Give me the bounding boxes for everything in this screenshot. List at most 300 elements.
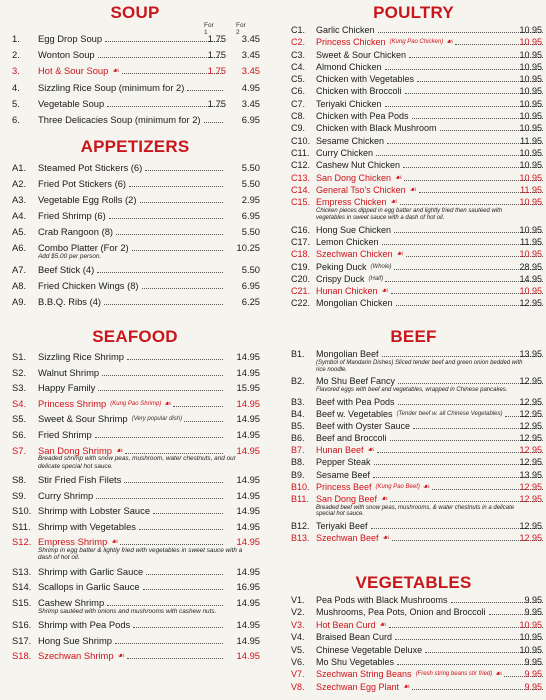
menu-item bbox=[281, 285, 546, 297]
item-name-text: Szechwan String Beans bbox=[316, 669, 412, 680]
item-number: A2. bbox=[12, 178, 27, 189]
chili-pepper-icon: ☙ bbox=[403, 681, 411, 691]
menu-item bbox=[0, 503, 270, 519]
item-name-text: Shrimp with Vegetables bbox=[38, 520, 136, 532]
item-name-text: Princess Chicken bbox=[316, 37, 386, 48]
item-price: 9.95 bbox=[524, 595, 542, 605]
menu-item bbox=[281, 236, 546, 248]
chili-pepper-icon: ☙ bbox=[395, 172, 403, 182]
item-name-text: Hunan Chicken bbox=[316, 286, 378, 297]
item-description: Shrimp sautéed with onions and mushrooms with cashew nuts. bbox=[38, 607, 217, 615]
item-name-text: Curry Shrimp bbox=[38, 489, 94, 501]
item-price: 12.95 bbox=[519, 421, 542, 432]
menu-item bbox=[281, 224, 546, 236]
item-number: S12. bbox=[12, 536, 32, 548]
item-number: S6. bbox=[12, 428, 27, 440]
item-name-text: Szechwan Beef bbox=[316, 533, 379, 544]
menu-item bbox=[0, 47, 270, 63]
item-name-text: Shrimp with Lobster Sauce bbox=[38, 505, 151, 517]
item-price: 12.95 bbox=[519, 533, 542, 544]
item-name bbox=[38, 82, 224, 94]
item-number: C4. bbox=[291, 61, 306, 72]
menu-item bbox=[281, 147, 546, 159]
item-name-text: Sizzling Rice Shrimp bbox=[38, 351, 124, 362]
item-number: B12. bbox=[291, 521, 310, 531]
chili-pepper-icon: ☙ bbox=[396, 249, 404, 259]
leader-dots bbox=[187, 90, 223, 91]
item-name bbox=[38, 194, 224, 206]
item-price: 10.95 bbox=[519, 61, 542, 72]
item-price: 5.50 bbox=[241, 178, 260, 189]
item-number: C2. bbox=[291, 37, 306, 48]
menu-item bbox=[281, 172, 546, 184]
item-price: 14.95 bbox=[236, 650, 260, 662]
poultry-heading: POULTRY bbox=[373, 3, 454, 22]
item-price: 5.50 bbox=[241, 226, 260, 237]
item-number: S17. bbox=[12, 634, 32, 646]
leader-dots bbox=[142, 288, 223, 289]
menu-item bbox=[281, 656, 546, 668]
item-price: 16.95 bbox=[236, 581, 260, 593]
menu-item bbox=[0, 564, 270, 580]
item-description: Shrimp in egg batter & lightly fried with vegetables in sweet sauce with a dash of hot oil. bbox=[38, 546, 243, 562]
item-number: A3. bbox=[12, 194, 27, 205]
item-name-text: Beef with Oyster Sauce bbox=[316, 421, 411, 432]
item-number: V2. bbox=[291, 607, 305, 618]
menu-item bbox=[281, 297, 546, 309]
leader-dots bbox=[104, 304, 223, 305]
item-price: 5.50 bbox=[241, 264, 260, 276]
item-number: 5. bbox=[12, 97, 20, 109]
item-name-text: San Dong Beef bbox=[316, 493, 378, 504]
size-label-for-2: For 2 bbox=[236, 22, 246, 36]
item-price: 14.95 bbox=[236, 489, 260, 501]
item-number: B1. bbox=[291, 349, 305, 359]
menu-item bbox=[0, 349, 270, 365]
seafood-heading: SEAFOOD bbox=[92, 327, 178, 346]
item-name-text: Crispy Duck bbox=[316, 273, 365, 284]
menu-item bbox=[281, 159, 546, 171]
item-name bbox=[38, 114, 224, 126]
menu-item bbox=[281, 73, 546, 85]
item-price: 10.95 bbox=[519, 86, 542, 97]
item-number: S10. bbox=[12, 505, 32, 517]
menu-item bbox=[281, 261, 546, 273]
item-number: S2. bbox=[12, 366, 27, 378]
item-note: (Kung Pao Shrimp) bbox=[110, 400, 162, 407]
menu-item bbox=[281, 432, 546, 444]
menu-item bbox=[281, 122, 546, 134]
item-name bbox=[38, 413, 224, 425]
leader-dots bbox=[127, 359, 223, 360]
leader-dots bbox=[97, 272, 223, 273]
item-number: C22. bbox=[291, 298, 311, 309]
menu-item bbox=[281, 248, 546, 260]
item-number: B2. bbox=[291, 376, 305, 387]
item-name bbox=[38, 536, 224, 548]
size-label-for-1: For 1 bbox=[204, 22, 214, 36]
chili-pepper-icon: ☙ bbox=[367, 445, 375, 455]
menu-item bbox=[0, 80, 270, 96]
menu-item bbox=[0, 240, 270, 256]
leader-dots bbox=[102, 375, 223, 376]
item-name-text: Walnut Shrimp bbox=[38, 366, 100, 378]
leader-dots bbox=[145, 170, 223, 171]
item-number: V3. bbox=[291, 619, 305, 630]
item-number: 1. bbox=[12, 33, 20, 44]
item-price: 10.95 bbox=[519, 286, 542, 297]
beef-list bbox=[281, 348, 546, 544]
item-name-text: Mo Shu Vegetables bbox=[316, 656, 395, 667]
menu-item bbox=[0, 365, 270, 381]
item-price: 10.95 bbox=[519, 74, 542, 85]
item-name bbox=[38, 242, 224, 254]
poultry-section bbox=[281, 2, 546, 310]
item-description: Chicken pieces dipped in egg batter and lightly fried then sautéed with vegetables in sweet sauce with a dash of hot oil. bbox=[316, 208, 503, 222]
menu-item bbox=[281, 184, 546, 196]
chili-pepper-icon: ☙ bbox=[495, 669, 503, 679]
item-name-text: Steamed Pot Stickers (6) bbox=[38, 162, 143, 173]
item-name-text: Vegetable Egg Rolls (2) bbox=[38, 194, 137, 205]
leader-dots bbox=[109, 218, 223, 219]
price-for-1: 1.75 bbox=[207, 49, 226, 61]
item-description: (Symbol of Mandarin Dishes) Sliced tender beef and green onion bedded with rice noodle. bbox=[316, 360, 523, 373]
item-number: C7. bbox=[291, 98, 306, 109]
menu-item bbox=[281, 273, 546, 285]
item-name-text: Stir Fried Fish Filets bbox=[38, 473, 122, 485]
item-number: S8. bbox=[12, 473, 27, 485]
item-name-text: Fried Shrimp bbox=[38, 428, 92, 440]
item-number: C14. bbox=[291, 184, 311, 195]
item-price: 28.95 bbox=[519, 261, 542, 272]
item-name-text: Beef with Pea Pods bbox=[316, 396, 395, 407]
price-for-2: 3.45 bbox=[241, 33, 260, 44]
item-price: 6.25 bbox=[241, 296, 260, 308]
item-name-text: Almond Chicken bbox=[316, 61, 382, 72]
item-price: 10.95 bbox=[519, 172, 542, 183]
item-name-text: Scallops in Garlic Sauce bbox=[38, 581, 140, 593]
menu-item bbox=[0, 262, 270, 278]
item-name-text: San Dong Chicken bbox=[316, 172, 392, 183]
item-price: 10.95 bbox=[519, 147, 542, 158]
item-price: 10.95 bbox=[519, 197, 542, 208]
item-name-text: Shrimp with Garlic Sauce bbox=[38, 565, 144, 577]
item-number: 6. bbox=[12, 113, 20, 125]
menu-item bbox=[281, 681, 546, 693]
item-name-text: Fried Pot Stickers (6) bbox=[38, 178, 127, 189]
menu-item bbox=[0, 176, 270, 192]
item-number: V8. bbox=[291, 681, 305, 692]
item-name bbox=[38, 635, 224, 647]
menu-item bbox=[0, 380, 270, 396]
item-price: 12.95 bbox=[519, 376, 542, 387]
item-price: 11.95 bbox=[520, 184, 542, 195]
item-price: 12.95 bbox=[519, 445, 542, 456]
item-number: A6. bbox=[12, 242, 27, 253]
menu-item bbox=[281, 135, 546, 147]
leader-dots bbox=[143, 589, 223, 590]
item-price: 10.95 bbox=[519, 98, 542, 109]
price-for-2: 3.45 bbox=[241, 65, 260, 77]
item-price: 11.95 bbox=[520, 135, 542, 146]
item-price: 10.95 bbox=[519, 160, 542, 171]
item-name-text: Wonton Soup bbox=[38, 49, 95, 61]
item-number: S3. bbox=[12, 382, 27, 394]
leader-dots bbox=[129, 186, 223, 187]
item-number: 4. bbox=[12, 81, 20, 93]
chili-pepper-icon: ☙ bbox=[112, 66, 120, 76]
item-price: 5.50 bbox=[241, 162, 260, 173]
price-for-1: 1.75 bbox=[207, 97, 226, 109]
menu-item bbox=[281, 493, 546, 505]
item-name-text: Sweet & Sour Shrimp bbox=[38, 413, 128, 425]
item-price: 14.95 bbox=[236, 565, 260, 577]
menu-item bbox=[281, 375, 546, 387]
item-name-text: Teriyaki Beef bbox=[316, 521, 368, 531]
item-name-text: Sesame Beef bbox=[316, 469, 371, 480]
menu-item bbox=[0, 160, 270, 176]
item-name-text: Cashew Shrimp bbox=[38, 596, 105, 608]
item-name-text: Hot & Sour Soup bbox=[38, 65, 109, 77]
soup-section bbox=[0, 2, 270, 125]
menu-item bbox=[281, 619, 546, 631]
appetizers-section bbox=[0, 136, 270, 308]
item-number: S16. bbox=[12, 618, 32, 630]
item-number: B7. bbox=[291, 445, 305, 456]
item-name bbox=[38, 566, 224, 578]
item-name-text: Hot Bean Curd bbox=[316, 619, 376, 630]
menu-item bbox=[0, 519, 270, 535]
item-name bbox=[38, 398, 224, 410]
item-name bbox=[38, 226, 224, 238]
item-name-text: Fried Shrimp (6) bbox=[38, 210, 106, 221]
menu-item bbox=[0, 633, 270, 649]
item-name bbox=[38, 178, 224, 190]
item-price: 9.95 bbox=[524, 681, 542, 692]
menu-item bbox=[281, 85, 546, 97]
item-name-text: Beef and Broccoli bbox=[316, 433, 387, 444]
item-number: B8. bbox=[291, 457, 305, 468]
item-name-text: B.B.Q. Ribs (4) bbox=[38, 296, 102, 308]
menu-item bbox=[281, 481, 546, 493]
leader-dots bbox=[98, 390, 223, 391]
item-note: (Very popular dish) bbox=[131, 416, 183, 423]
item-price: 10.95 bbox=[519, 37, 542, 48]
item-name-text: Lemon Chicken bbox=[316, 236, 379, 247]
item-number: C16. bbox=[291, 224, 311, 235]
menu-item bbox=[0, 224, 270, 240]
item-number: C20. bbox=[291, 273, 311, 284]
item-number: C15. bbox=[291, 197, 311, 208]
item-price: 10.95 bbox=[519, 25, 542, 35]
vegetables-section bbox=[281, 572, 546, 693]
item-description: Flavored eggs with beef and vegetables, wrapped in Chinese pancakes. bbox=[316, 387, 508, 394]
item-name-text: Chinese Vegetable Deluxe bbox=[316, 644, 423, 655]
item-number: A4. bbox=[12, 210, 27, 221]
item-name bbox=[38, 351, 224, 363]
price-for-1: 1.75 bbox=[207, 33, 226, 44]
menu-item bbox=[281, 61, 546, 73]
item-price: 10.95 bbox=[519, 224, 542, 235]
chili-pepper-icon: ☙ bbox=[116, 445, 124, 455]
item-number: C13. bbox=[291, 172, 311, 183]
item-number: B6. bbox=[291, 433, 305, 444]
chili-pepper-icon: ☙ bbox=[381, 286, 389, 296]
item-number: C11. bbox=[291, 147, 310, 158]
item-price: 14.95 bbox=[236, 634, 260, 646]
item-price: 14.95 bbox=[519, 273, 542, 284]
item-note: (Fresh string beans stir fried) bbox=[415, 671, 493, 678]
item-price: 14.95 bbox=[236, 473, 260, 485]
item-price: 13.95 bbox=[519, 469, 542, 480]
item-name-text: Mongolian Beef bbox=[316, 349, 379, 359]
item-price: 14.95 bbox=[236, 596, 260, 608]
item-name bbox=[38, 581, 224, 593]
item-name bbox=[38, 162, 224, 174]
item-price: 14.95 bbox=[236, 536, 260, 548]
item-price: 14.95 bbox=[236, 366, 260, 378]
menu-item bbox=[281, 49, 546, 61]
item-price: 13.95 bbox=[519, 349, 542, 359]
menu-item bbox=[281, 644, 546, 656]
item-name-text: Hong Sue Shrimp bbox=[38, 634, 112, 646]
menu-item bbox=[281, 196, 546, 208]
item-price: 9.95 bbox=[524, 607, 542, 618]
item-number: C10. bbox=[291, 135, 311, 146]
menu-item bbox=[281, 469, 546, 481]
item-description: Breaded beef with snow peas, mushrooms, & water chestnuts in a delicate special hot sauce. bbox=[316, 504, 515, 518]
item-price: 6.95 bbox=[241, 280, 260, 292]
menu-item bbox=[0, 411, 270, 427]
menu-item bbox=[281, 396, 546, 408]
item-price: 9.95 bbox=[524, 656, 542, 667]
item-name-text: Curry Chicken bbox=[316, 147, 374, 158]
leader-dots bbox=[133, 627, 223, 628]
item-price: 10.95 bbox=[519, 111, 542, 122]
item-price: 12.95 bbox=[519, 481, 542, 492]
leader-dots bbox=[124, 482, 223, 483]
menu-item bbox=[281, 444, 546, 456]
item-name-text: San Dong Shrimp bbox=[38, 444, 112, 456]
item-price: 12.95 bbox=[519, 396, 542, 407]
item-number: B13. bbox=[291, 533, 310, 544]
item-price: 14.95 bbox=[236, 351, 260, 362]
item-number: C18. bbox=[291, 249, 311, 260]
menu-item bbox=[0, 443, 270, 459]
item-name-text: Mushrooms, Pea Pots, Onion and Broccoli bbox=[316, 607, 486, 618]
poultry-list bbox=[281, 24, 546, 310]
menu-item bbox=[281, 631, 546, 643]
appetizers-heading: APPETIZERS bbox=[80, 137, 190, 156]
menu-item bbox=[0, 427, 270, 443]
item-number: S4. bbox=[12, 397, 27, 409]
item-name-text: Fried Chicken Wings (8) bbox=[38, 280, 139, 292]
item-number: C19. bbox=[291, 261, 311, 272]
item-price: 14.95 bbox=[236, 505, 260, 517]
menu-item bbox=[0, 192, 270, 208]
item-price: 14.95 bbox=[236, 397, 260, 409]
item-name bbox=[38, 429, 224, 441]
item-name bbox=[38, 210, 224, 222]
menu-item bbox=[0, 294, 270, 310]
item-name bbox=[38, 521, 224, 533]
item-name-text: Chicken with Pea Pods bbox=[316, 111, 409, 122]
item-name-text: Hong Sue Chicken bbox=[316, 224, 392, 235]
item-name-text: Teriyaki Chicken bbox=[316, 98, 382, 109]
menu-item bbox=[0, 208, 270, 224]
item-name bbox=[38, 445, 224, 457]
item-name bbox=[38, 505, 224, 517]
item-name-text: Beef Stick (4) bbox=[38, 264, 95, 276]
item-name-text: Shrimp with Pea Pods bbox=[38, 618, 131, 630]
menu-item bbox=[0, 472, 270, 488]
item-name-text: Mongolian Chicken bbox=[316, 298, 393, 309]
item-name bbox=[38, 490, 224, 502]
item-number: C12. bbox=[291, 160, 311, 171]
price-for-2: 3.45 bbox=[241, 97, 260, 109]
item-price: 10.25 bbox=[236, 242, 260, 253]
menu-item bbox=[281, 668, 546, 680]
item-name-text: General Tso's Chicken bbox=[316, 184, 406, 195]
item-name-text: Pea Pods with Black Mushrooms bbox=[316, 595, 448, 605]
item-number: B4. bbox=[291, 409, 305, 420]
price-for-2: 3.45 bbox=[241, 49, 260, 61]
item-price: 10.95 bbox=[519, 249, 542, 260]
item-name-text: Three Delicacies Soup (minimum for 2) bbox=[38, 113, 201, 125]
item-number: S14. bbox=[12, 581, 32, 593]
menu-item bbox=[0, 488, 270, 504]
item-price: 14.95 bbox=[236, 413, 260, 425]
item-number: A1. bbox=[12, 162, 27, 173]
item-number: A8. bbox=[12, 280, 27, 292]
item-number: S13. bbox=[12, 565, 32, 577]
menu-item bbox=[281, 520, 546, 532]
leader-dots bbox=[95, 437, 223, 438]
item-number: C21. bbox=[291, 286, 311, 297]
item-name-text: Combo Platter (For 2) bbox=[38, 242, 129, 253]
item-price: 12.95 bbox=[519, 457, 542, 468]
leader-dots bbox=[132, 250, 223, 251]
chili-pepper-icon: ☙ bbox=[422, 481, 431, 491]
item-description: Breaded shrimp with snow peas, mushroom, water chestnuts, and our delicate special hot sauce. bbox=[38, 455, 236, 470]
item-description: Add $5.00 per person. bbox=[38, 253, 102, 260]
item-number: C3. bbox=[291, 49, 306, 60]
price-for-2: 4.95 bbox=[241, 81, 260, 93]
item-name-text: Princess Shrimp bbox=[38, 397, 107, 409]
item-name-text: Szechwan Egg Plant bbox=[316, 681, 400, 692]
item-number: S1. bbox=[12, 351, 27, 362]
item-name-text: Crab Rangoon (8) bbox=[38, 226, 114, 237]
item-name bbox=[38, 367, 224, 379]
item-name-text: Mo Shu Beef Fancy bbox=[316, 376, 396, 387]
item-name-text: Garlic Chicken bbox=[316, 25, 375, 35]
appetizers-list bbox=[0, 160, 270, 310]
leader-dots bbox=[153, 513, 223, 514]
item-price: 12.95 bbox=[519, 493, 542, 504]
menu-item bbox=[281, 408, 546, 420]
item-name-text: Chicken with Vegetables bbox=[316, 74, 415, 85]
item-number: B11. bbox=[291, 493, 309, 504]
item-price: 14.95 bbox=[236, 444, 260, 456]
item-name-text: Sizzling Rice Soup (minimum for 2) bbox=[38, 81, 185, 93]
item-number: C17. bbox=[291, 236, 311, 247]
menu-item bbox=[0, 534, 270, 550]
item-name-text: Empress Chicken bbox=[316, 197, 387, 208]
menu-item bbox=[0, 595, 270, 611]
vegetables-heading: VEGETABLES bbox=[355, 573, 472, 592]
chili-pepper-icon: ☙ bbox=[381, 493, 389, 503]
item-number: A5. bbox=[12, 226, 27, 237]
